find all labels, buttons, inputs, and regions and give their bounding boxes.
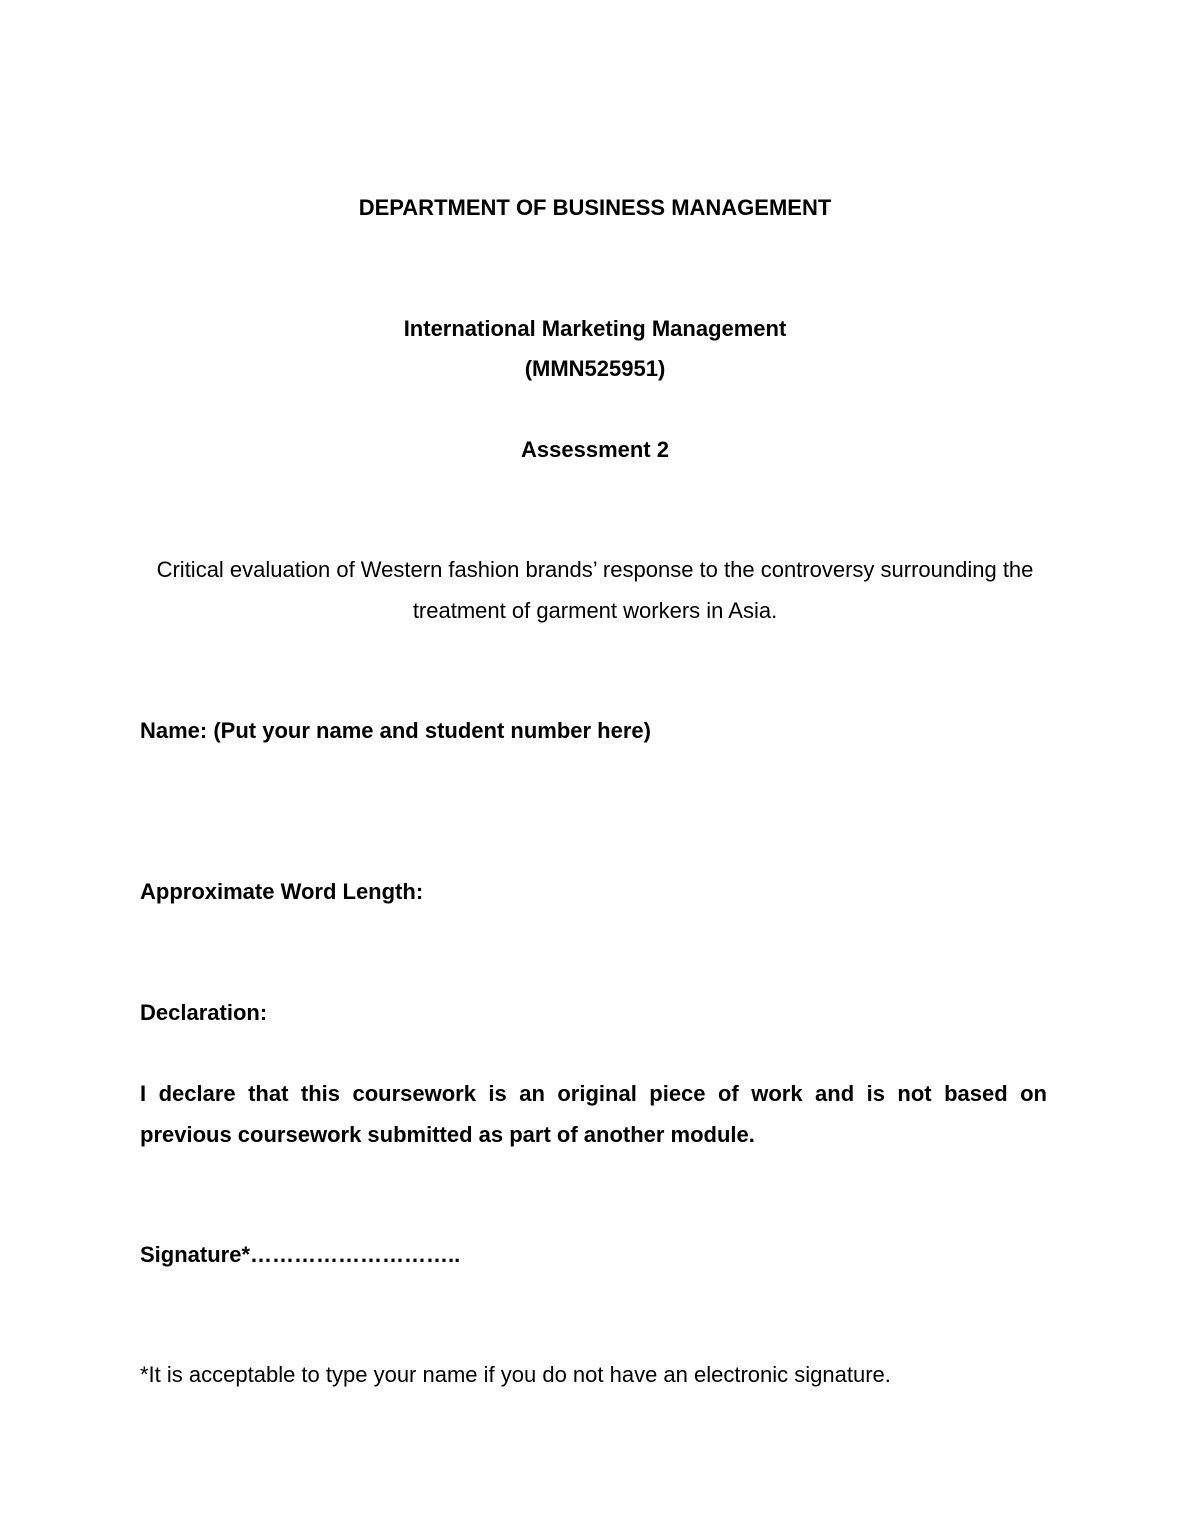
module-code: (MMN525951) bbox=[524, 356, 666, 381]
word-length-label: Approximate Word Length: bbox=[140, 879, 424, 904]
name-field-label: Name: (Put your name and student number here) bbox=[140, 718, 651, 743]
assessment-topic: Critical evaluation of Western fashion brands’ response to the controversy surrounding the treatment of garment workers in Asia. bbox=[156, 557, 1034, 623]
signature-footnote: *It is acceptable to type your name if you do not have an electronic signature. bbox=[140, 1362, 891, 1387]
declaration-heading: Declaration: bbox=[140, 1000, 268, 1025]
signature-line: Signature*……………………….. bbox=[140, 1242, 461, 1267]
assessment-title: Assessment 2 bbox=[521, 437, 669, 462]
declaration-statement: I declare that this coursework is an original piece of work and is not based on previous coursework submitted as part of another module. bbox=[140, 1081, 1047, 1147]
module-title: International Marketing Management bbox=[403, 316, 787, 341]
department-heading: DEPARTMENT OF BUSINESS MANAGEMENT bbox=[358, 195, 832, 220]
